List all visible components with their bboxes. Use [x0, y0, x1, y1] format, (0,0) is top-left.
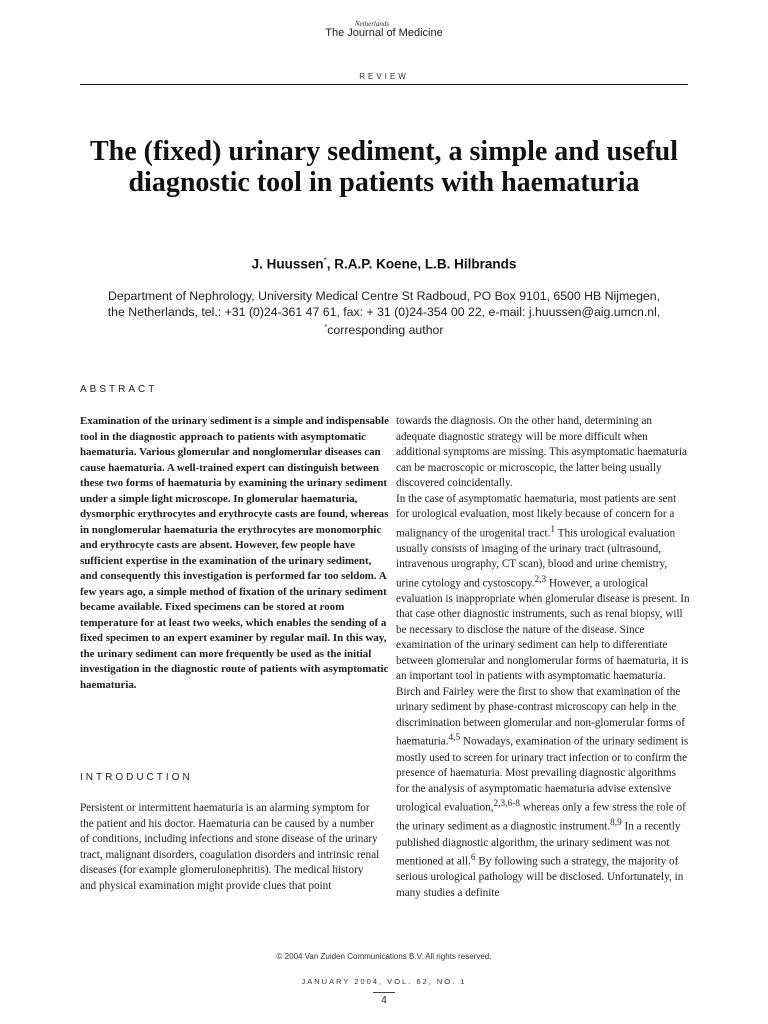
introduction-heading: INTRODUCTION [80, 772, 193, 783]
abstract-body [80, 414, 390, 693]
header-divider [80, 84, 688, 85]
affiliation-line-2: the Netherlands, tel.: +31 (0)24-361 47 61, fax: + 31 (0)24-354 00 22, e-mail: j.huussen@aig.umcn.nl, [107, 305, 661, 319]
copyright-notice: © 2004 Van Zuiden Communications B.V. All rights reserved. [276, 952, 492, 961]
first-author: J. Huussen [251, 256, 324, 272]
section-label: REVIEW [359, 72, 409, 81]
citation: 8,9 [610, 818, 622, 829]
affiliation-line-1: Department of Nephrology, University Medical Centre St Radboud, PO Box 9101, 6500 HB Nijmegen, [107, 289, 661, 303]
introduction-paragraph: Persistent or intermittent haematuria is an alarming symptom for the patient and his doctor. Haematuria can be caused by a number of conditions, including infections and stone disease of the urinary tract, malignant disorders, coagulation disorders and intrinsic renal diseases (for example glomerulonephritis). The medical history and physical examination might provide clues that point [80, 802, 380, 892]
footer-divider [373, 992, 395, 993]
abstract-heading: ABSTRACT [80, 384, 158, 395]
page-number: 4 [381, 995, 387, 1006]
corresponding-note-text: corresponding author [327, 323, 444, 338]
masthead-country-label: Netherlands [354, 20, 390, 28]
journal-name: The Journal of Medicine [325, 27, 443, 39]
introduction-body [80, 801, 380, 894]
citation: 2,3 [534, 574, 547, 585]
corresponding-note [78, 320, 690, 338]
citation: 1 [550, 524, 556, 535]
corresponding-marker: * [323, 256, 327, 265]
other-authors: , R.A.P. Koene, L.B. Hilbrands [326, 256, 517, 272]
article-title: The (fixed) urinary sediment, a simple and useful diagnostic tool in patients with haematuria [89, 136, 679, 198]
right-paragraph-2: In the case of asymptomatic haematuria, most patients are sent for urological evaluation, most likely because of concern for a malignancy of the urogenital tract.$^1$ This urological evaluation usually consists of imaging of the urinary tract (ultrasound, intravenous urography, CT scan), blood and urine chemistry, urine cytology and cystoscopy.$^{2,3}$ However, a urological evaluation is inappropriate when glomerular disease is present. In that case other diagnostic instruments, such as renal biopsy, will be necessary to disclose the nature of the disease. Since examination of the urinary sediment can help to differentiate between glomerular and nonglomerular forms of haematuria, it is an important tool in patients with asymptomatic haematuria. Birch and Fairley were the first to show that examination of the urinary sediment by phase-contrast microscopy can help in the discrimination between glomerular and non-glomerular forms of haematuria.$^{4,5}$ Nowadays, examination of the urinary sediment is mostly used to screen for urinary tract infection or to confirm the presence of haematuria. Most prevailing diagnostic algorithms for the analysis of asymptomatic haematuria advise extensive urological evaluation,$^{2,3,6-8}$ whereas only a few stress the role of the urinary sediment as a diagnostic instrument.$^{8,9}$ In a recently published diagnostic algorithm, the urinary sediment was not mentioned at all.$^6$ By following such a strategy, the majority of serious urological pathology will be disclosed. Unfortunately, in many studies a definite [396, 492, 690, 899]
issue-info: JANUARY 2004, VOL. 62, NO. 1 [301, 977, 467, 986]
author-list [80, 256, 688, 272]
corresponding-note-marker: * [324, 324, 328, 331]
right-paragraph-1: towards the diagnosis. On the other hand, determining an adequate diagnostic strategy will be more difficult when additional symptoms are missing. This asymptomatic haematuria can be macroscopic or microscopic, the latter being usually discovered coincidentally. [396, 415, 687, 489]
affiliation [78, 288, 690, 338]
citation: 2,3,6-8 [493, 799, 520, 810]
citation: 4,5 [448, 733, 461, 744]
abstract-paragraph: Examination of the urinary sediment is a simple and indispensable tool in the diagnostic approach to patients with asymptomatic haematuria. Various glomerular and nonglomerular diseases can cause haematuria. A well-trained expert can distinguish between these two forms of haematuria by examining the urinary sediment under a simple light microscope. In glomerular haematuria, dysmorphic erythrocytes and erythrocyte casts are found, whereas in nonglomerular haematuria the erythrocytes are monomorphic and erythrocyte casts are absent. However, few people have sufficient expertise in the examination of the urinary sediment, and consequently this investigation is performed far too seldom. A few years ago, a simple method of fixation of the urinary sediment became available. Fixed specimens can be stored at room temperature for at least two weeks, which enables the sending of a fixed specimen to an expert examiner by regular mail. In this way, the urinary sediment can more frequently be used as the initial investigation in the diagnostic route of patients with asymptomatic haematuria. [80, 415, 389, 691]
right-column [396, 414, 690, 901]
journal-masthead [0, 20, 768, 39]
citation: 6 [470, 853, 476, 864]
